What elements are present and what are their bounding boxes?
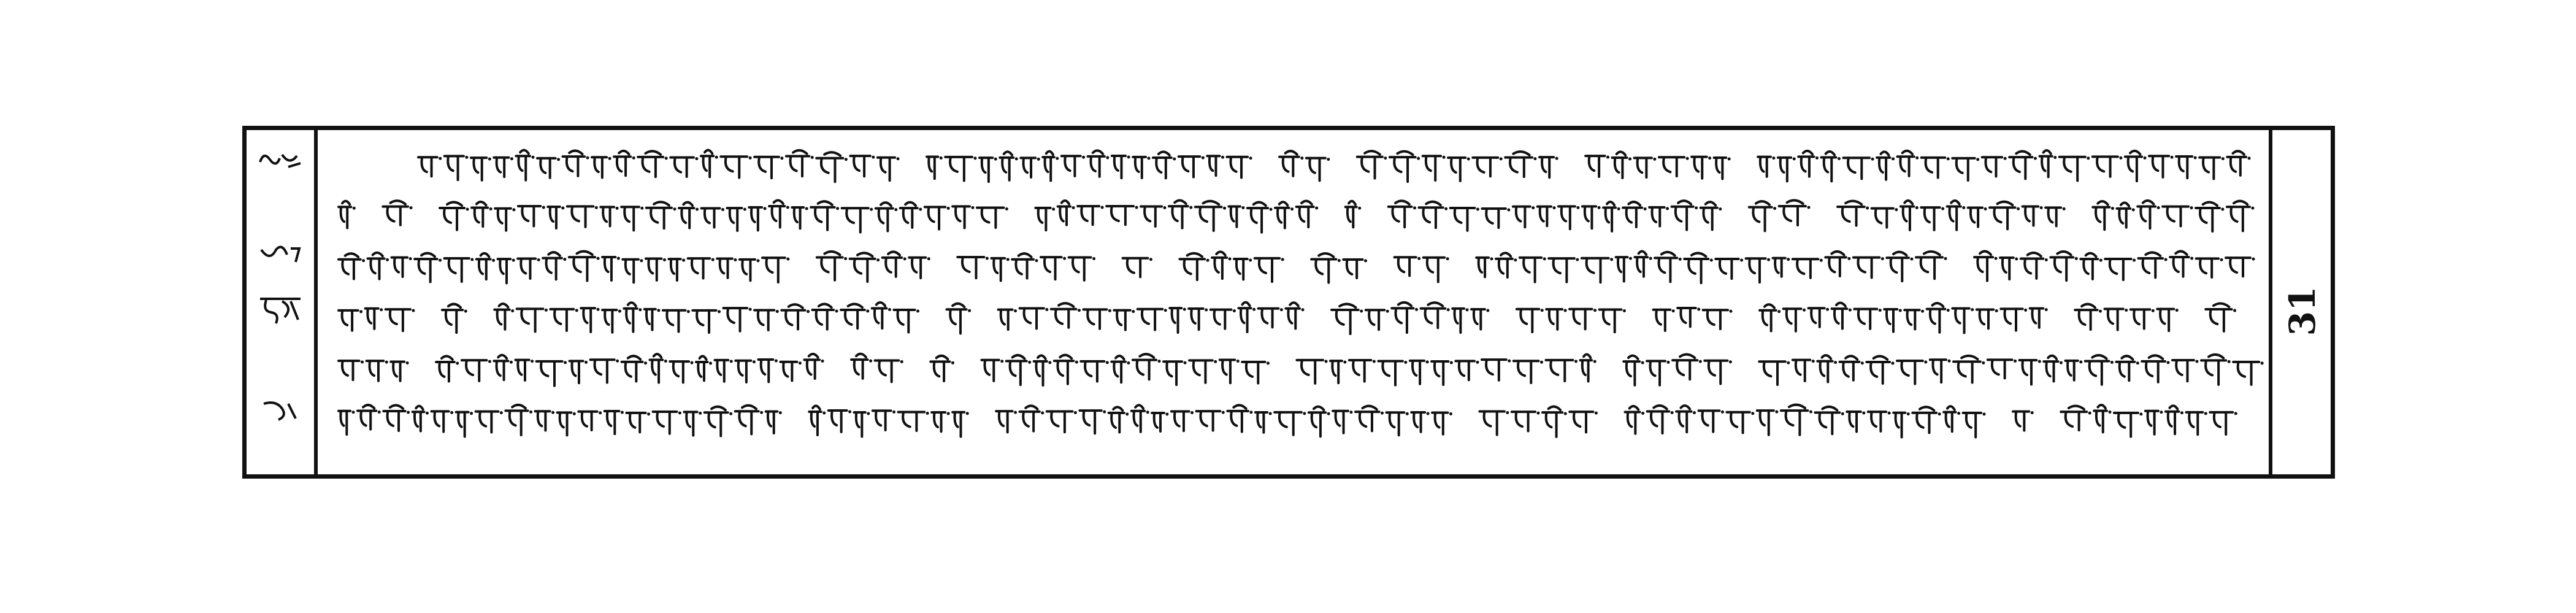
text-line-5 [332,351,2254,385]
text-line-1 [332,147,2254,182]
left-margin-tag-1 [258,148,303,172]
script-line-1 [332,147,2254,182]
text-line-3 [332,249,2254,283]
right-margin [2272,130,2331,474]
text-line-6 [332,402,2254,436]
script-line-5 [332,351,2254,385]
left-margin [247,130,314,474]
text-line-4 [332,299,2254,334]
left-margin-tag-4 [258,400,303,423]
text-block [314,130,2272,474]
script-line-3 [332,249,2254,283]
folio-frame [242,126,2335,479]
left-margin-tag-3 [258,293,303,330]
script-line-2 [332,198,2254,232]
text-line-2 [332,198,2254,232]
script-line-4 [332,299,2254,334]
left-margin-tag-2 [258,244,303,267]
folio-number: 31 [2282,286,2323,336]
script-line-6 [332,402,2254,436]
